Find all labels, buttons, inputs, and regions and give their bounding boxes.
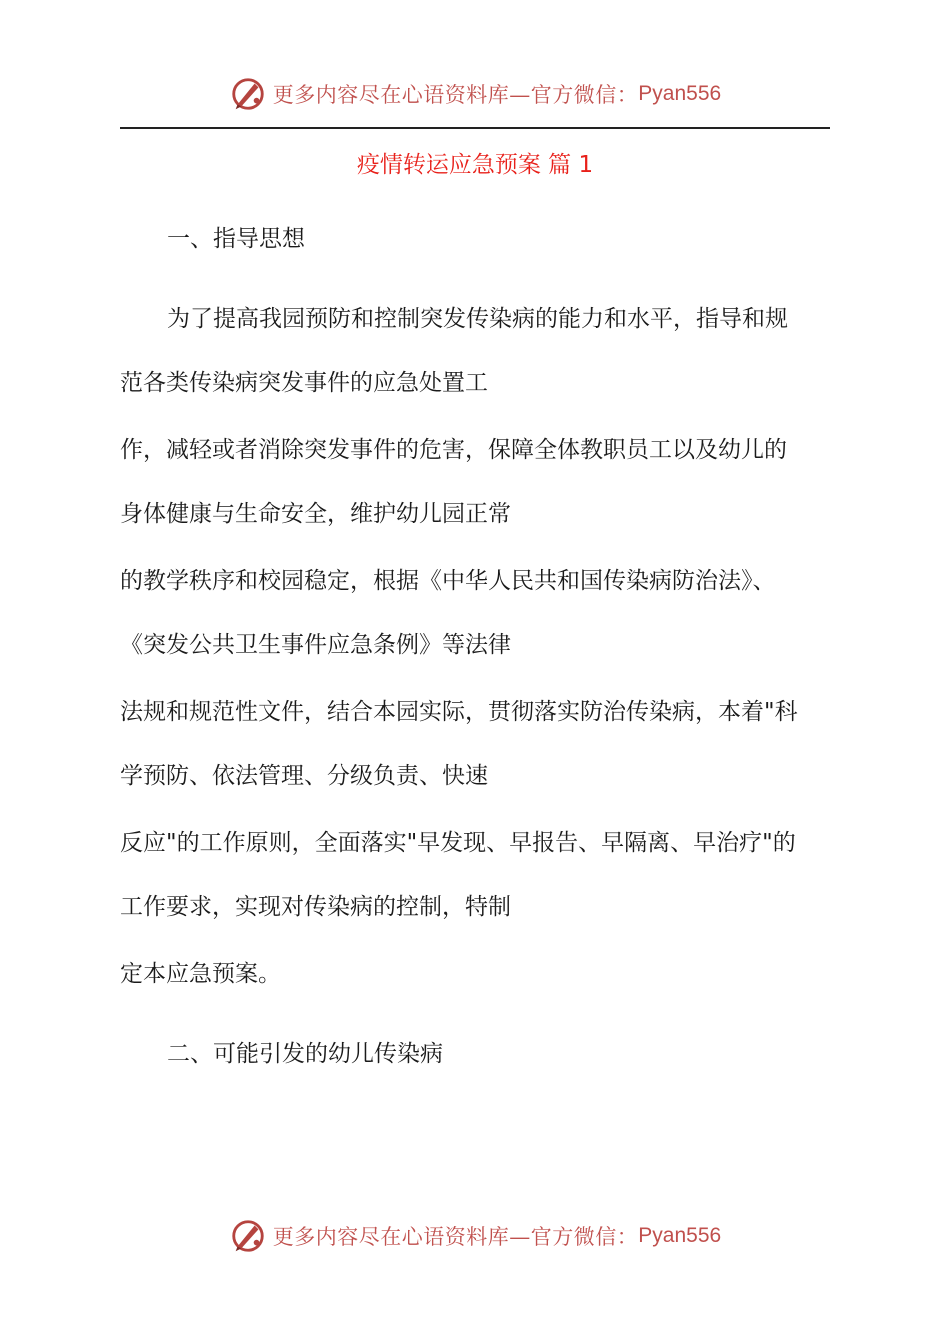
footer-banner <box>0 1214 950 1258</box>
section-heading-2: 二、可能引发的幼儿传染病 <box>167 1041 443 1067</box>
header-banner-text: 更多内容尽在心语资料库—官方微信： <box>272 83 639 107</box>
header-divider <box>120 127 830 129</box>
footer-banner-text: 更多内容尽在心语资料库—官方微信： <box>272 1225 639 1249</box>
pen-logo-icon <box>229 75 267 113</box>
paragraph-line: 反应"的工作原则，全面落实"早发现、早报告、早隔离、早治疗"的 <box>120 830 796 856</box>
section-heading-1: 一、指导思想 <box>167 226 305 252</box>
paragraph-line: 为了提高我园预防和控制突发传染病的能力和水平，指导和规 <box>167 306 788 332</box>
header-banner-wechat-id: Pyan556 <box>638 82 722 105</box>
paragraph-line: 工作要求，实现对传染病的控制，特制 <box>120 894 511 920</box>
paragraph-line: 定本应急预案。 <box>120 961 281 987</box>
paragraph-line: 法规和规范性文件，结合本园实际，贯彻落实防治传染病，本着"科 <box>120 699 798 725</box>
paragraph-line: 范各类传染病突发事件的应急处置工 <box>120 370 488 396</box>
paragraph-line: 作，减轻或者消除突发事件的危害，保障全体教职员工以及幼儿的 <box>120 437 787 463</box>
paragraph-line: 身体健康与生命安全，维护幼儿园正常 <box>120 501 511 527</box>
paragraph-line: 学预防、依法管理、分级负责、快速 <box>120 763 488 789</box>
pen-logo-icon <box>229 1217 267 1255</box>
document-title: 疫情转运应急预案 篇 1 <box>356 152 594 178</box>
paragraph-line: 《突发公共卫生事件应急条例》等法律 <box>120 632 511 658</box>
header-banner <box>0 72 950 116</box>
paragraph-line: 的教学秩序和校园稳定，根据《中华人民共和国传染病防治法》、 <box>120 568 776 594</box>
footer-banner-wechat-id: Pyan556 <box>638 1224 722 1247</box>
